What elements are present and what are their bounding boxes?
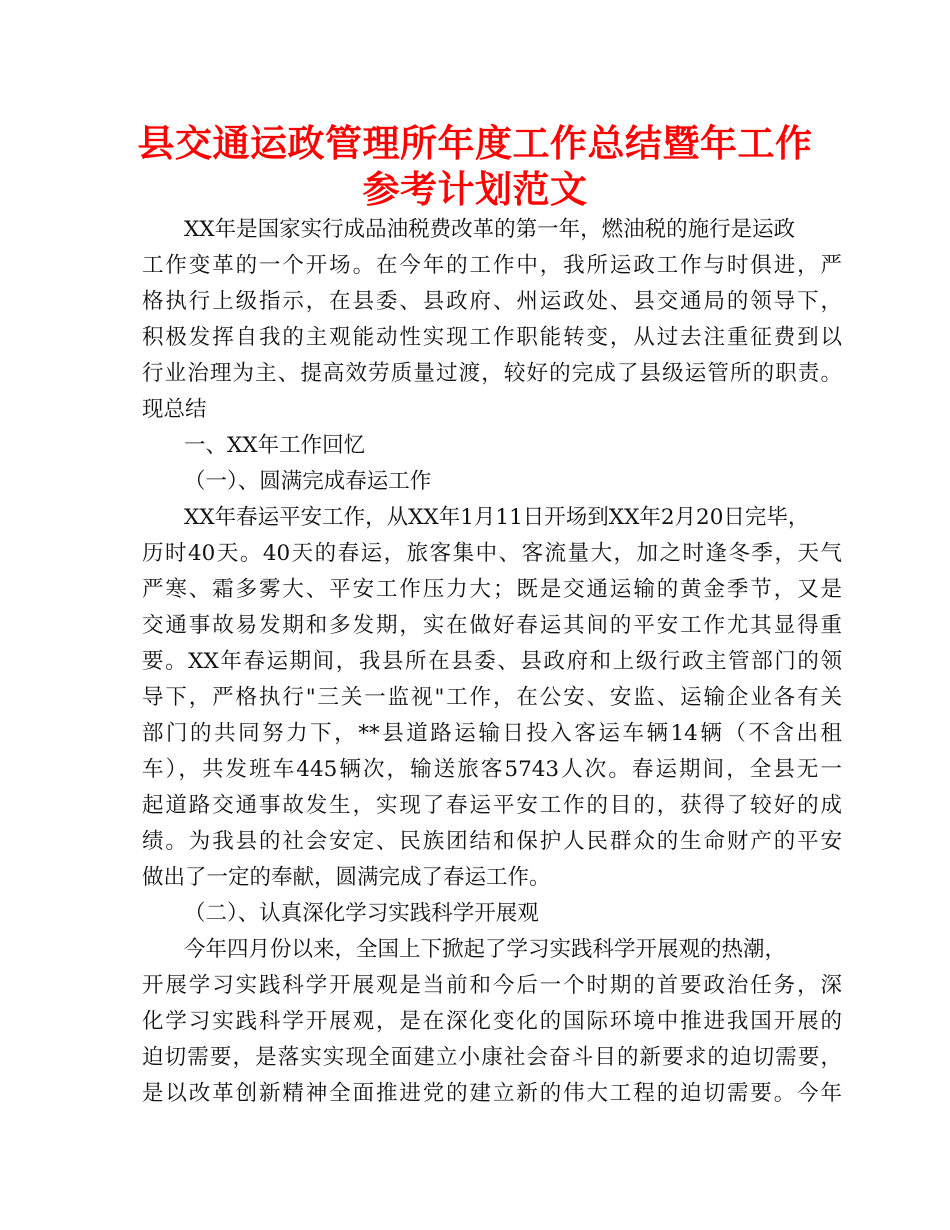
paragraph-line: 格执行上级指示，在县委、县政府、州运政处、县交通局的领导下， — [142, 289, 842, 314]
paragraph-line: 开展学习实践科学开展观是当前和今后一个时期的首要政治任务，深 — [142, 973, 842, 998]
paragraph-line: 是以改革创新精神全面推进党的建立新的伟大工程的迫切需要。今年 — [142, 1081, 842, 1106]
paragraph-line: 车），共发班车445辆次，输送旅客5743人次。春运期间，全县无一 — [142, 757, 842, 782]
paragraph-line: 工作变革的一个开场。在今年的工作中，我所运政工作与时俱进，严 — [142, 253, 842, 278]
document-title-line-1: 县交通运政管理所年度工作总结暨年工作 — [137, 122, 813, 165]
paragraph-line: 交通事故易发期和多发期，实在做好春运其间的平安工作尤其显得重 — [142, 613, 842, 638]
paragraph-line: 导下，严格执行"三关一监视"工作，在公安、安监、运输企业各有关 — [142, 685, 842, 710]
paragraph-line: 积极发挥自我的主观能动性实现工作职能转变，从过去注重征费到以 — [142, 325, 842, 350]
section-heading: 一、XX年工作回忆 — [184, 433, 366, 458]
paragraph-line: 起道路交通事故发生，实现了春运平安工作的目的，获得了较好的成 — [142, 793, 842, 818]
paragraph-line: 严寒、霜多雾大、平安工作压力大；既是交通运输的黄金季节，又是 — [142, 577, 842, 602]
paragraph-line: 做出了一定的奉献，圆满完成了春运工作。 — [142, 865, 551, 890]
subsection-heading: （一）、圆满完成春运工作 — [184, 469, 432, 494]
paragraph-line: 绩。为我县的社会安定、民族团结和保护人民群众的生命财产的平安 — [142, 829, 842, 854]
paragraph-line: XX年春运平安工作，从XX年1月11日开场到XX年2月20日完毕， — [184, 505, 810, 530]
document-title-line-2: 参考计划范文 — [362, 168, 588, 211]
subsection-heading: （二）、认真深化学习实践科学开展观 — [184, 901, 539, 926]
paragraph-line: 历时40天。40天的春运，旅客集中、客流量大，加之时逢冬季，天气 — [142, 541, 842, 566]
paragraph-line: 今年四月份以来，全国上下掀起了学习实践科学开展观的热潮， — [184, 937, 787, 962]
paragraph-line: 现总结 — [142, 397, 207, 422]
paragraph-line: 迫切需要，是落实实现全面建立小康社会奋斗目的新要求的迫切需要， — [142, 1045, 842, 1070]
paragraph-line: 要。XX年春运期间，我县所在县委、县政府和上级行政主管部门的领 — [142, 649, 842, 674]
paragraph-line: 化学习实践科学开展观，是在深化变化的国际环境中推进我国开展的 — [142, 1009, 842, 1034]
paragraph-line: 部门的共同努力下，**县道路运输日投入客运车辆14辆（不含出租 — [142, 721, 842, 746]
paragraph-line: XX年是国家实行成品油税费改革的第一年，燃油税的施行是运政 — [184, 217, 796, 242]
paragraph-line: 行业治理为主、提高效劳质量过渡，较好的完成了县级运管所的职责。 — [142, 361, 842, 386]
